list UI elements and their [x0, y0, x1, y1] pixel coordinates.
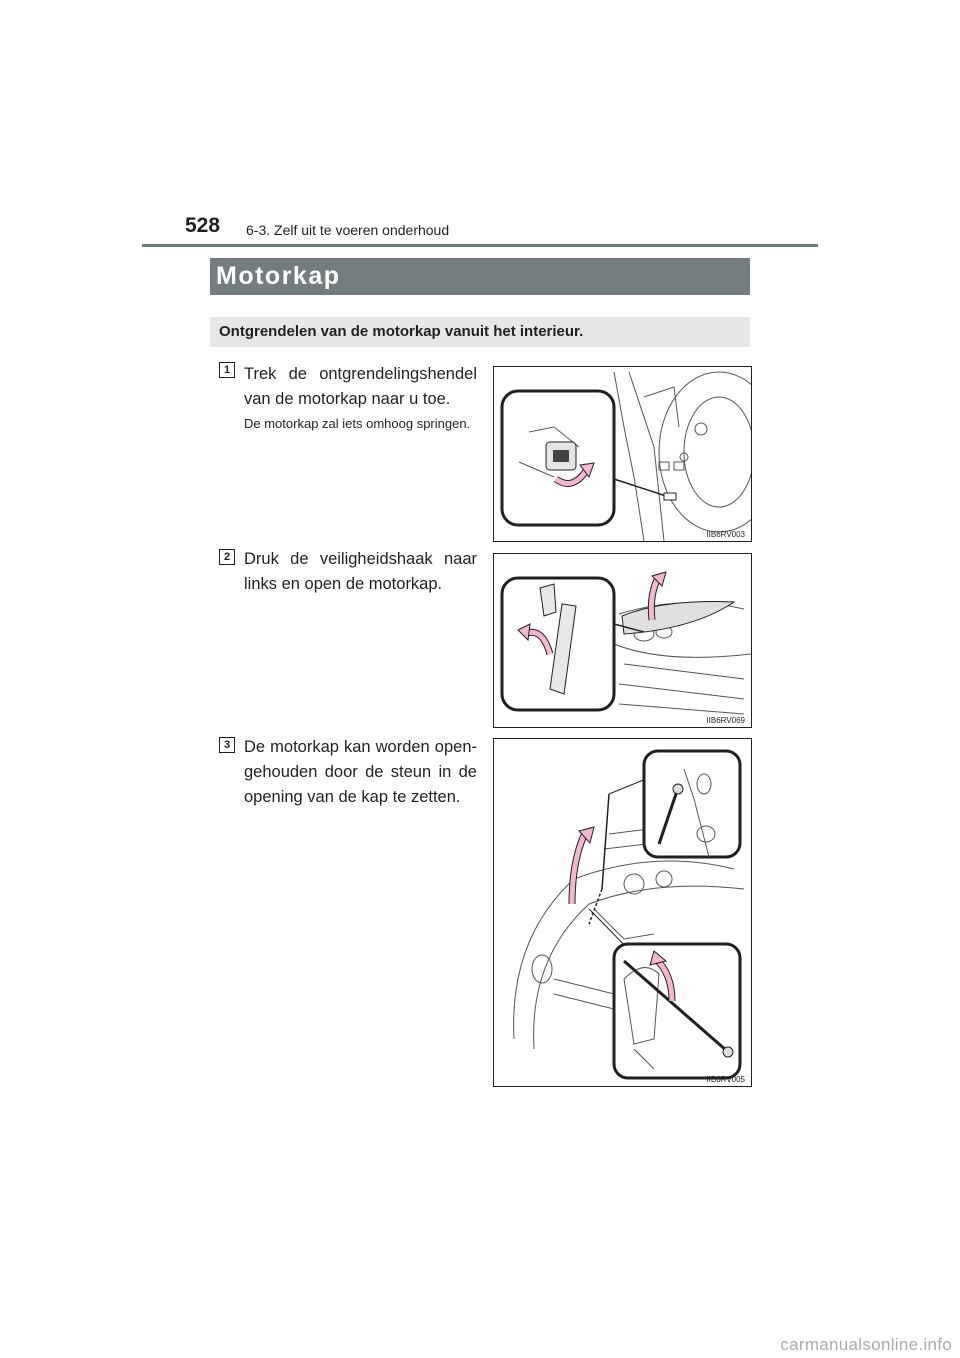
step-3-text: De motorkap kan worden open-gehouden door de steun in de opening van de kap te zetten.	[244, 738, 477, 806]
figure-code-1: IIB6RV003	[706, 530, 745, 539]
step-1-note: De motorkap zal iets omhoog springen.	[244, 416, 471, 431]
figure-code-3: IIB6RV005	[706, 1075, 745, 1084]
figure-safety-catch	[493, 553, 752, 728]
subtitle-text: Ontgrendelen van de motorkap vanuit het interieur.	[219, 323, 584, 340]
figure-code-2: IIB6RV069	[706, 716, 745, 725]
step-3-number: 3	[219, 737, 235, 753]
title-bar	[210, 258, 750, 295]
step-1-text: Trek de ontgrendelingshendel van de motorkap naar u toe.	[244, 365, 477, 408]
step-2-text: Druk de veiligheidshaak naar links en open de motorkap.	[244, 550, 477, 593]
subtitle-bar	[210, 317, 750, 347]
page-title: Motorkap	[216, 262, 341, 290]
section-breadcrumb: 6-3. Zelf uit te voeren onderhoud	[246, 222, 450, 238]
step-1-number: 1	[219, 362, 235, 378]
figure-hood-support-rod	[493, 738, 752, 1087]
header-divider	[142, 244, 818, 247]
step-2-number: 2	[219, 549, 235, 565]
site-watermark: carmanualsonline.info	[780, 1335, 952, 1354]
page-number: 528	[185, 214, 221, 237]
figure-hood-release-lever	[493, 366, 752, 542]
